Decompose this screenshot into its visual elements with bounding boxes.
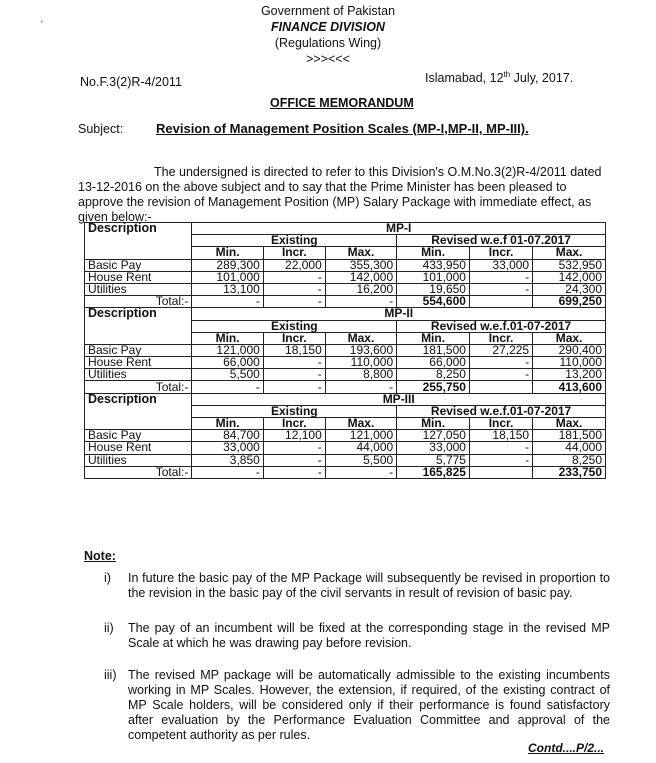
table-cell: - xyxy=(263,369,325,381)
table-cell: - xyxy=(263,283,325,295)
note-number: i) xyxy=(104,571,111,585)
table-cell: - xyxy=(263,357,325,369)
table-cell: 121,000 xyxy=(325,430,396,442)
total-label: Total:- xyxy=(85,296,192,308)
row-label: Utilities xyxy=(85,454,192,466)
table-cell: - xyxy=(469,283,532,295)
note-label: Note: xyxy=(84,549,116,563)
memo-title: OFFICE MEMORANDUM xyxy=(270,96,414,110)
total-cell xyxy=(469,296,532,308)
table-cell: 5,500 xyxy=(192,369,263,381)
place-date-rest: July, 2017. xyxy=(510,71,574,86)
table-cell: 66,000 xyxy=(192,357,263,369)
note-number: iii) xyxy=(104,668,117,682)
subject-text: Revision of Management Position Scales (MP-I,MP-II, MP-III). xyxy=(156,121,529,136)
column-header: Min. xyxy=(397,418,470,430)
table-cell: 13,100 xyxy=(192,283,263,295)
table-cell: 193,600 xyxy=(325,344,396,356)
table-cell: 22,000 xyxy=(263,259,325,271)
note-number: ii) xyxy=(104,621,114,635)
table-cell: 44,000 xyxy=(325,442,396,454)
total-cell: - xyxy=(325,466,396,478)
description-header: Description xyxy=(85,393,192,430)
total-row xyxy=(85,296,606,308)
total-cell: 165,825 xyxy=(397,466,470,478)
table-cell: 8,800 xyxy=(325,369,396,381)
table-cell: 3,850 xyxy=(192,454,263,466)
table-cell: - xyxy=(469,369,532,381)
column-header: Incr. xyxy=(469,332,532,344)
pay-scale-table-body xyxy=(85,223,606,479)
column-header: Incr. xyxy=(263,332,325,344)
table-cell: 532,950 xyxy=(533,259,606,271)
table-cell: 44,000 xyxy=(533,442,606,454)
table-cell: 18,150 xyxy=(469,430,532,442)
date-superscript: th xyxy=(503,70,511,79)
table-cell: 5,775 xyxy=(397,454,470,466)
total-row xyxy=(85,381,606,393)
column-header: Max. xyxy=(533,332,606,344)
table-cell: 289,300 xyxy=(192,259,263,271)
column-header: Incr. xyxy=(469,247,532,259)
letterhead xyxy=(0,3,656,67)
table-cell: - xyxy=(469,357,532,369)
total-cell: 413,600 xyxy=(533,381,606,393)
total-label: Total:- xyxy=(85,466,192,478)
table-cell: - xyxy=(263,454,325,466)
revised-header: Revised w.e.f.01-07-2017 xyxy=(397,320,606,332)
table-cell: 8,250 xyxy=(397,369,470,381)
note-text: The pay of an incumbent will be fixed at the corresponding stage in the revised MP Scale at which he was drawing pay before revision. xyxy=(128,621,610,650)
scale-name: MP-III xyxy=(192,393,606,405)
table-cell: 127,050 xyxy=(397,430,470,442)
table-cell: 18,150 xyxy=(263,344,325,356)
column-header: Max. xyxy=(533,418,606,430)
total-cell: - xyxy=(263,381,325,393)
total-cell: - xyxy=(263,296,325,308)
division-name: FINANCE DIVISION xyxy=(271,20,385,34)
header-marker: >>><<< xyxy=(306,52,350,66)
table-cell: 8,250 xyxy=(533,454,606,466)
total-cell: - xyxy=(325,296,396,308)
total-cell: - xyxy=(192,296,263,308)
table-cell: 24,300 xyxy=(533,283,606,295)
table-cell: 110,000 xyxy=(325,357,396,369)
table-cell: 181,500 xyxy=(533,430,606,442)
table-cell: 13,200 xyxy=(533,369,606,381)
file-number: No.F.3(2)R-4/2011 xyxy=(80,75,182,89)
total-cell: - xyxy=(263,466,325,478)
total-cell: 699,250 xyxy=(533,296,606,308)
table-cell: 27,225 xyxy=(469,344,532,356)
total-cell: - xyxy=(192,381,263,393)
total-row xyxy=(85,466,606,478)
existing-header: Existing xyxy=(192,235,397,247)
column-header: Incr. xyxy=(263,247,325,259)
intro-paragraph: The undersigned is directed to refer to this Division's O.M.No.3(2)R-4/2011 dated 13-12-2016 on the above subject and to say that the Prime Minister has been pleased to approve the revision of Management Position (MP) Salary Package with immediate effect, as given below:- xyxy=(78,165,602,224)
scale-name: MP-II xyxy=(192,308,606,320)
continued-marker: Contd....P/2... xyxy=(528,741,605,755)
total-cell: 554,600 xyxy=(397,296,470,308)
subject-label: Subject: xyxy=(78,122,124,136)
total-label: Total:- xyxy=(85,381,192,393)
column-header: Max. xyxy=(325,332,396,344)
note-item xyxy=(84,668,610,743)
gov-name: Government of Pakistan xyxy=(260,4,396,18)
note-item xyxy=(84,571,610,601)
existing-header: Existing xyxy=(192,320,397,332)
pay-scale-table xyxy=(84,222,606,479)
column-header: Incr. xyxy=(263,418,325,430)
table-cell: 290,400 xyxy=(533,344,606,356)
scan-speck: ` xyxy=(40,20,44,32)
total-cell: 255,750 xyxy=(397,381,470,393)
table-cell: 355,300 xyxy=(325,259,396,271)
row-label: House Rent xyxy=(85,442,192,454)
table-cell: - xyxy=(469,271,532,283)
table-cell: - xyxy=(469,454,532,466)
table-cell: 16,200 xyxy=(325,283,396,295)
table-cell: 101,000 xyxy=(397,271,470,283)
existing-header: Existing xyxy=(192,405,397,417)
table-cell: 33,000 xyxy=(469,259,532,271)
revised-header: Revised w.e.f 01-07.2017 xyxy=(397,235,606,247)
column-header: Min. xyxy=(192,247,263,259)
revised-header: Revised w.e.f.01-07-2017 xyxy=(397,405,606,417)
table-cell: 33,000 xyxy=(192,442,263,454)
table-cell: 121,000 xyxy=(192,344,263,356)
description-header: Description xyxy=(85,223,192,260)
row-label: House Rent xyxy=(85,271,192,283)
table-cell: 101,000 xyxy=(192,271,263,283)
table-cell: 66,000 xyxy=(397,357,470,369)
note-text: In future the basic pay of the MP Package will subsequently be revised in proportion to the revision in the basic pay of the civil servants in result of revision of basic pay. xyxy=(128,571,610,600)
total-cell xyxy=(469,381,532,393)
total-cell: - xyxy=(192,466,263,478)
row-label: Basic Pay xyxy=(85,344,192,356)
note-item xyxy=(84,621,610,651)
table-cell: 433,950 xyxy=(397,259,470,271)
column-header: Max. xyxy=(325,247,396,259)
row-label: Basic Pay xyxy=(85,259,192,271)
column-header: Incr. xyxy=(469,418,532,430)
column-header: Min. xyxy=(397,247,470,259)
row-label: House Rent xyxy=(85,357,192,369)
table-cell: - xyxy=(263,271,325,283)
table-cell: 84,700 xyxy=(192,430,263,442)
table-cell: 181,500 xyxy=(397,344,470,356)
column-header: Min. xyxy=(397,332,470,344)
description-header: Description xyxy=(85,308,192,345)
place-date xyxy=(425,70,573,85)
row-label: Basic Pay xyxy=(85,430,192,442)
table-cell: - xyxy=(263,442,325,454)
table-cell: 33,000 xyxy=(397,442,470,454)
place-date-main: Islamabad, 12 xyxy=(425,71,504,86)
scale-name: MP-I xyxy=(192,223,606,235)
total-cell: 233,750 xyxy=(533,466,606,478)
total-cell: - xyxy=(325,381,396,393)
table-cell: 142,000 xyxy=(325,271,396,283)
column-header: Max. xyxy=(533,247,606,259)
table-cell: 12,100 xyxy=(263,430,325,442)
table-cell: 142,000 xyxy=(533,271,606,283)
total-cell xyxy=(469,466,532,478)
row-label: Utilities xyxy=(85,283,192,295)
table-cell: 5,500 xyxy=(325,454,396,466)
wing-name: (Regulations Wing) xyxy=(274,36,382,50)
table-cell: - xyxy=(469,442,532,454)
note-text: The revised MP package will be automatically admissible to the existing incumbents working in MP Scales. However, the extension, if required, of the existing contract of MP Scale holders, will be considered only if their performance is found satisfactory after evaluation by the Performance Evaluation Committee and approval of the competent authority as per rules. xyxy=(128,668,610,742)
column-header: Min. xyxy=(192,332,263,344)
column-header: Min. xyxy=(192,418,263,430)
column-header: Max. xyxy=(325,418,396,430)
table-cell: 19,650 xyxy=(397,283,470,295)
row-label: Utilities xyxy=(85,369,192,381)
table-cell: 110,000 xyxy=(533,357,606,369)
